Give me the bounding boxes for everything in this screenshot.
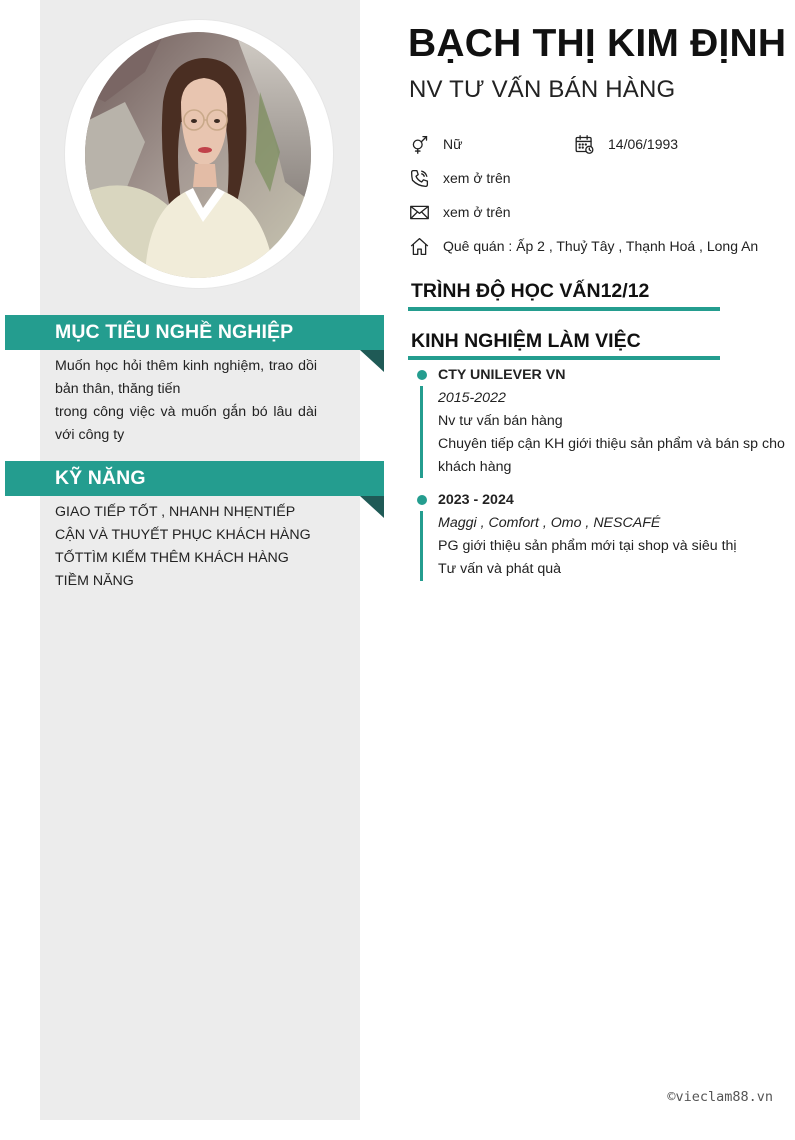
birthdate-value: 14/06/1993 [608,136,679,152]
skills-text: GIAO TIẾP TỐT , NHANH NHẸNTIẾP CẬN VÀ THUYẾT PHỤC KHÁCH HÀNG TỐTTÌM KIẾM THÊM KHÁCH HÀNG TIỀM NĂNG [55,504,311,589]
skills-title: KỸ NĂNG [55,467,146,489]
job-detail: Tư vấn và phát quà [438,561,562,577]
timeline-dot [417,370,427,380]
experience-underline [408,356,720,360]
email-value: xem ở trên [443,204,511,220]
objective-header [5,315,384,350]
phone-value: xem ở trên [443,170,511,186]
timeline-line [420,386,423,478]
job-entry [408,489,788,584]
address-value: Quê quán : Ấp 2 , Thuỷ Tây , Thạnh Hoá , Long An [443,238,759,254]
address-row [408,235,758,257]
timeline-line [420,511,423,581]
gender-value: Nữ [443,136,463,152]
objective-line: trong công việc và muốn gắn bó lâu dài với công ty [55,404,317,443]
education-underline [408,307,720,311]
timeline-dot [417,495,427,505]
job-entry [408,364,788,480]
candidate-role: NV TƯ VẤN BÁN HÀNG [409,76,676,103]
job-company: 2023 - 2024 [438,492,514,508]
job-detail: PG giới thiệu sản phẩm mới tại shop và siêu thị [438,538,737,554]
phone-row [408,167,511,189]
job-company: CTY UNILEVER VN [438,367,566,383]
experience-title: KINH NGHIỆM LÀM VIỆC [411,330,641,352]
objective-title: MỤC TIÊU NGHỀ NGHIỆP [55,321,294,343]
watermark: ©vieclam88.vn [667,1089,773,1105]
education-title: TRÌNH ĐỘ HỌC VẤN12/12 [411,280,650,302]
gender-row [408,133,462,155]
objective-text [55,355,317,447]
job-detail: Chuyên tiếp cận KH giới thiệu sản phẩm và bán sp cho khách hàng [438,436,785,475]
skills-header [5,461,384,496]
job-period: Maggi , Comfort , Omo , NESCAFÉ [438,515,661,531]
job-content [438,489,788,581]
candidate-name: BẠCH THỊ KIM ĐỊNH [408,22,787,65]
phone-icon [408,167,430,189]
job-detail: Nv tư vấn bán hàng [438,413,563,429]
gender-icon [408,133,430,155]
profile-photo [85,32,311,278]
objective-line: Muốn học hỏi thêm kinh nghiệm, trao dồi bản thân, thăng tiến [55,358,317,397]
job-period: 2015-2022 [438,390,506,406]
skills-fold [360,496,384,518]
objective-fold [360,350,384,372]
calendar-icon [573,133,595,155]
home-icon [408,235,430,257]
birthdate-row [573,133,678,155]
email-row [408,201,511,223]
envelope-icon [408,201,430,223]
job-content [438,364,788,479]
avatar [85,32,311,278]
